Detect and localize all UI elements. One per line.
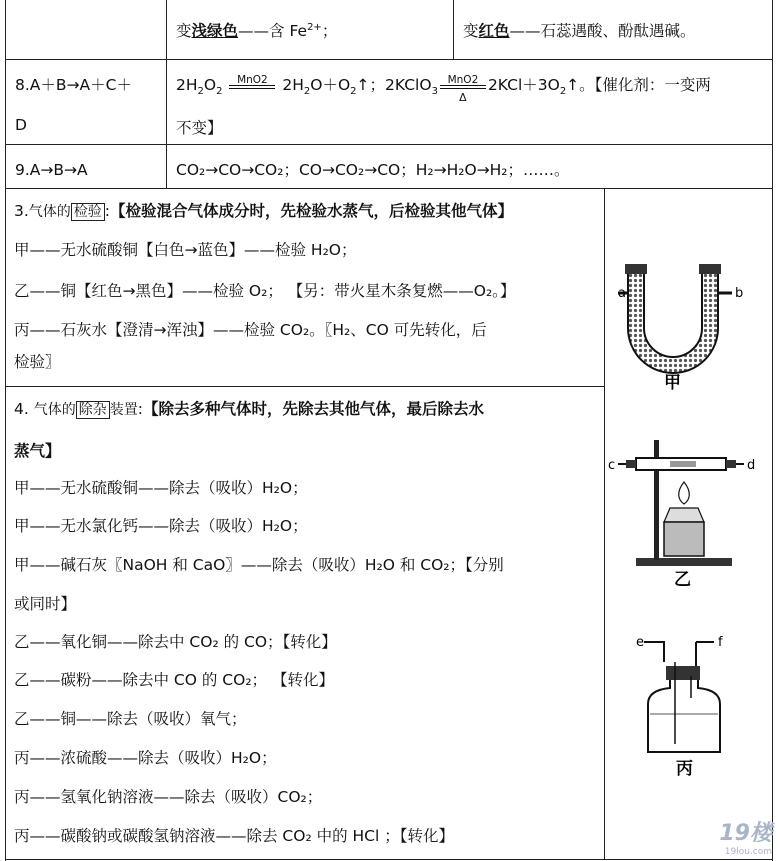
section4-line: 乙——氧化铜——除去中 CO₂ 的 CO；【转化】 xyxy=(14,633,337,651)
section4-line: 或同时】 xyxy=(14,595,77,613)
site-watermark: 19楼 19lou.com xyxy=(719,821,772,857)
row8-equations: $2H_2O_2$ MnO2 $2H_2O+O_2↑$；2KClO$_3$ MnO2 Δ $2KCl+3O_2↑$。【催化剂：一变两 xyxy=(176,73,711,104)
gas-washing-bottle-figure xyxy=(628,632,748,782)
section4-line: 丙——氢氧化钠溶液——除去（吸收）CO₂； xyxy=(14,788,323,806)
figure-caption-bing: 丙 xyxy=(676,759,693,779)
section4-heading: 4. 气体的 除杂 装置:【除去多种气体时，先除去其他气体，最后除去水 xyxy=(14,400,484,418)
border-bottom xyxy=(5,859,773,860)
indicator-color-change: 变红色——石蕊遇酸、酚酞遇碱。 xyxy=(463,22,696,40)
section3-line: 甲——无水硫酸铜【白色→蓝色】——检验 H₂O； xyxy=(14,241,357,259)
section4-line: 丙——浓硫酸——除去（吸收）H₂O； xyxy=(14,749,277,767)
col-divider xyxy=(166,0,167,188)
col-divider xyxy=(453,0,454,59)
section3-line: 检验〗 xyxy=(14,353,61,371)
port-e-label: e xyxy=(636,635,644,650)
section4-line: 乙——铜——除去（吸收）氧气； xyxy=(14,710,247,728)
row-divider xyxy=(5,59,773,60)
row8-label: 8.A＋B→A＋C＋ xyxy=(15,76,132,94)
section3-heading: 3.气体的 检验 :【检验混合气体成分时，先检验水蒸气，后检验其他气体】 xyxy=(14,202,514,220)
port-a-label: a xyxy=(618,286,626,301)
row-divider xyxy=(5,386,605,387)
figure-column-divider xyxy=(604,188,605,860)
port-c-label: c xyxy=(608,458,616,473)
row8-label-cont: D xyxy=(15,116,27,134)
port-f-label: f xyxy=(718,635,723,650)
row-divider xyxy=(5,144,773,145)
row8-note-cont: 不变】 xyxy=(176,119,223,137)
port-b-label: b xyxy=(735,286,744,301)
row9-label: 9.A→B→A xyxy=(15,161,88,179)
u-tube-apparatus-figure xyxy=(618,258,768,393)
heated-tube-apparatus-figure xyxy=(608,430,768,590)
section4-line: 甲——碱石灰〖NaOH 和 CaO〗——除去（吸收）H₂O 和 CO₂；【分别 xyxy=(14,556,504,574)
section4-line: 丙——碳酸钠或碳酸氢钠溶液——除去 CO₂ 中的 HCl ；【转化】 xyxy=(14,827,454,845)
fe-color-change: 变浅绿色——含 $Fe^{2+}$； xyxy=(176,21,338,40)
figure-caption-yi: 乙 xyxy=(674,570,691,590)
catalyst-heat-condition: MnO2 Δ xyxy=(440,76,486,96)
border-right xyxy=(772,0,773,861)
section4-line: 甲——无水氯化钙——除去（吸收）H₂O； xyxy=(14,517,308,535)
section3-line: 乙——铜【红色→黑色】——检验 O₂； 【另：带火星木条复燃——O₂。】 xyxy=(14,282,516,300)
row-divider xyxy=(5,188,773,189)
figure-caption-jia: 甲 xyxy=(664,373,681,393)
section4-line: 乙——碳粉——除去中 CO 的 CO₂； 【转化】 xyxy=(14,671,334,689)
border-left xyxy=(5,0,6,861)
port-d-label: d xyxy=(747,458,756,473)
section4-heading-cont: 蒸气】 xyxy=(14,442,61,460)
section4-line: 甲——无水硫酸铜——除去（吸收）H₂O； xyxy=(14,479,308,497)
section3-line: 丙——石灰水【澄清→浑浊】——检验 CO₂。〖H₂、CO 可先转化，后 xyxy=(14,321,487,339)
row9-content: CO₂→CO→CO₂；CO→CO₂→CO；H₂→H₂O→H₂；……。 xyxy=(176,161,570,179)
catalyst-condition: MnO2 xyxy=(229,76,275,96)
